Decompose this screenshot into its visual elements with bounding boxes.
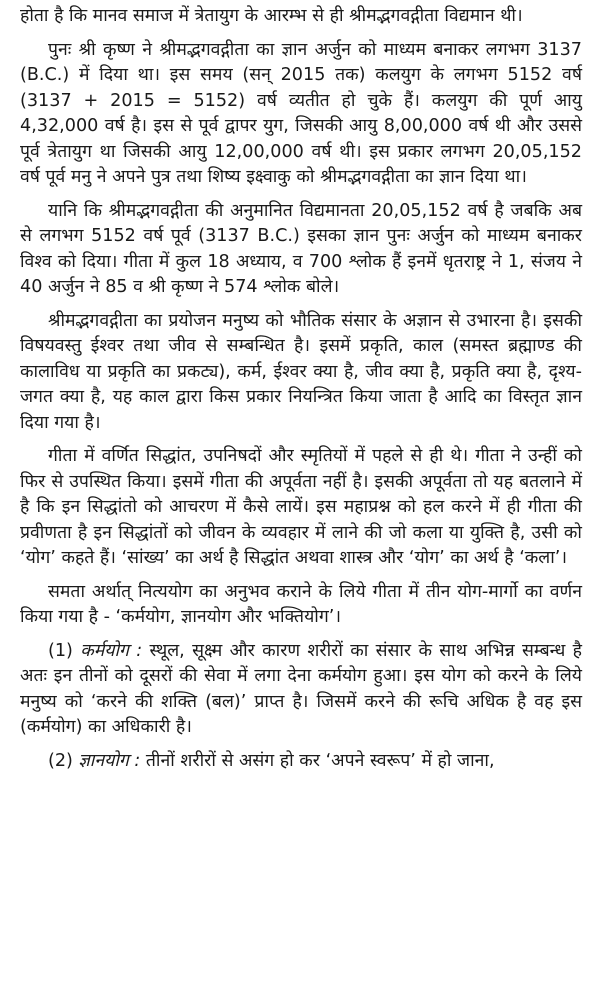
paragraph-krishna-arjuna: पुनः श्री कृष्ण ने श्रीमद्भगवद्गीता का ज्ञान अर्जुन को माध्यम बनाकर लगभग 3137 (B.C.) में दिया था। इस समय (सन् 2015 तक) कलयुग के लगभग 5152 वर्ष (3137 + 2015 = 5152) वर्ष व्यतीत हो चुके हैं। कलयुग की पूर्ण आयु 4,32,000 वर्ष है। इस से पूर्व द्वापर युग, जिसकी आयु 8,00,000 वर्ष थी और उससे पूर्व त्रेतायुग था जिसकी आयु 12,00,000 वर्ष थी। इस प्रकार लगभग 20,05,152 वर्ष पूर्व मनु ने अपने पुत्र तथा शिष्य इक्ष्वाकु को श्रीमद्भगवद्गीता का ज्ञान दिया था। — [20, 39, 582, 187]
definition-term: ज्ञानयोग : — [78, 750, 141, 771]
definition-term: कर्मयोग : — [80, 640, 143, 661]
paragraph-gita-existence: यानि कि श्रीमद्भगवद्गीता की अनुमानित विद्यमानता 20,05,152 वर्ष है जबकि अब से लगभग 5152 वर्ष पूर्व (3137 B.C.) इसका ज्ञान पुनः अर्जुन को माध्यम बनाकर विश्व को दिया। गीता में कुल 18 अध्याय, व 700 श्लोक हैं इनमें धृतराष्ट्र ने 1, संजय ने 40 अर्जुन ने 85 व श्री कृष्ण ने 574 श्लोक बोले। — [20, 200, 582, 297]
definition-number: (1) — [48, 640, 73, 661]
definition-text: तीनों शरीरों से असंग हो कर ‘अपने स्वरूप’ में हो जाना, — [145, 750, 495, 771]
paragraph-intro: होता है कि मानव समाज में त्रेतायुग के आरम्भ से ही श्रीमद्भगवद्गीता विद्यमान थी। — [20, 6, 523, 26]
definition-gyanyoga — [20, 749, 582, 775]
paragraph-three-yogas: समता अर्थात् नित्ययोग का अनुभव कराने के लिये गीता में तीन योग-मार्गो का वर्णन किया गया है - ‘कर्मयोग, ज्ञानयोग और भक्तियोग’। — [20, 581, 582, 627]
paragraph-gita-principles: गीता में वर्णित सिद्धांत, उपनिषदों और स्मृतियों में पहले से ही थे। गीता ने उन्हीं को फिर से उपस्थित किया। इसमें गीता की अपूर्वता नहीं है। इसकी अपूर्वता तो यह बतलाने में है कि इन सिद्धांतो को आचरण में कैसे लायें। इस महाप्रश्न को हल करने में ही गीता की प्रवीणता है इन सिद्धांतों को जीवन के व्यवहार में लाने की जो कला या युक्ति है, उसी को ‘योग’ कहते हैं। ‘सांख्य’ का अर्थ है सिद्धांत अथवा शास्त्र और ‘योग’ का अर्थ है ‘कला’। — [20, 446, 582, 568]
paragraph-gita-purpose: श्रीमद्भगवद्गीता का प्रयोजन मनुष्य को भौतिक संसार के अज्ञान से उभारना है। इसकी विषयवस्तु ईश्वर तथा जीव से सम्बन्धित है। इसमें प्रकृति, काल (समस्त ब्रह्माण्ड की कालाविध या प्रकृति का प्रकट्य), कर्म, ईश्वर क्या है, जीव क्या है, प्रकृति क्या है, दृश्य-जगत क्या है, यह काल द्वारा किस प्रकार नियन्त्रित किया जाता है आदि का विस्तृत ज्ञान दिया गया है। — [20, 310, 582, 433]
definition-text: स्थूल, सूक्ष्म और कारण शरीरों का संसार के साथ अभिन्न सम्बन्ध है अतः इन तीनों को दूसरों की सेवा में लगा देना कर्मयोग हुआ। इस योग को करने के लिये मनुष्य को ‘करने की शक्ति (बल)’ प्राप्त है। जिसमें करने की रूचि अधिक है वह इस (कर्मयोग) का अधिकारी है। — [20, 640, 582, 737]
definition-karmayoga — [20, 639, 582, 741]
definition-number: (2) — [48, 750, 73, 771]
